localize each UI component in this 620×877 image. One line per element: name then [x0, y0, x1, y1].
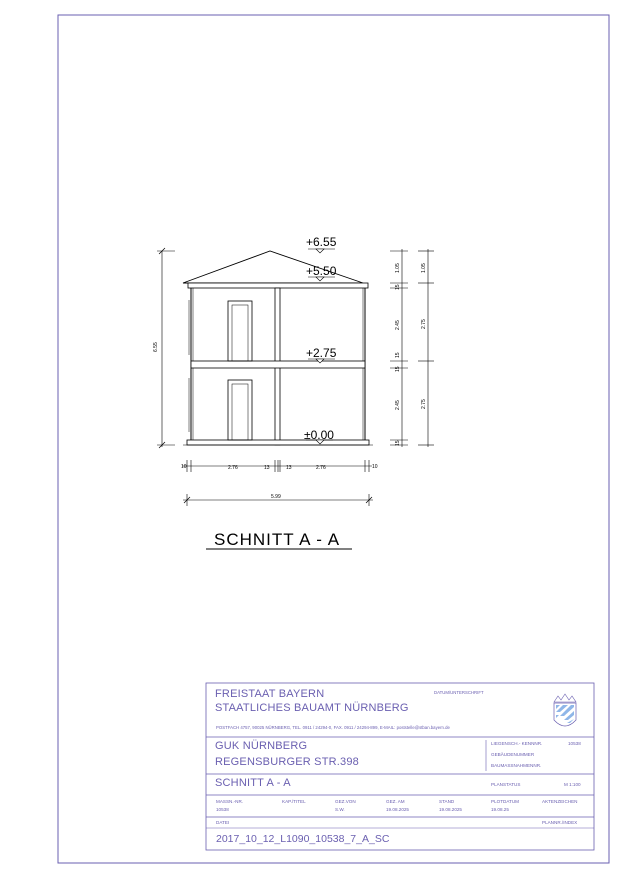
- authority-name-line2: STAATLICHES BAUAMT NÜRNBERG: [215, 702, 409, 714]
- dim-right-inner: 15: [395, 366, 401, 372]
- level-ground-floor: ±0.00: [304, 428, 334, 442]
- dim-bottom: 2.76: [316, 465, 326, 471]
- dim-right-inner: 2.45: [395, 400, 401, 410]
- bavaria-crest-icon: [554, 694, 576, 726]
- dim-right-outer: 2.75: [421, 319, 427, 329]
- file-name: 2017_10_12_L1090_10538_7_A_SC: [216, 833, 390, 845]
- dim-bottom: 13: [264, 465, 270, 471]
- dim-bottom: 13: [286, 465, 292, 471]
- property-value: 10538: [568, 741, 581, 746]
- dim-bottom-total: 5.99: [271, 494, 281, 500]
- dim-bottom: 10: [372, 464, 378, 470]
- level-first-floor: +2.75: [306, 346, 337, 360]
- section-drawing: [157, 248, 434, 549]
- col-value: 19.08.25: [491, 807, 509, 812]
- col-value: 10538: [216, 807, 229, 812]
- project-address: REGENSBURGER STR.398: [215, 756, 359, 768]
- dim-left-total: 6.55: [153, 342, 159, 352]
- col-label: KAP./TITEL: [282, 799, 306, 804]
- middle-slab: [191, 361, 365, 368]
- level-top-slab: +5.50: [306, 264, 337, 278]
- signature-label: DATUM/UNTERSCHRIFT: [434, 690, 484, 695]
- scale-value: M 1:100: [564, 782, 581, 787]
- project-name: GUK NÜRNBERG: [215, 740, 308, 752]
- dim-right-outer: 1.05: [421, 263, 427, 273]
- plan-index-label: PLANNR./INDEX: [542, 820, 578, 825]
- building-number-label: GEBÄUDENUMMER: [491, 752, 535, 757]
- col-label: GEZ.VON: [335, 799, 356, 804]
- dim-right-inner: 15: [395, 440, 401, 446]
- door-upper: [228, 301, 252, 361]
- plan-title: SCHNITT A - A: [215, 777, 291, 789]
- dim-right-inner: 15: [395, 284, 401, 290]
- dim-right-inner: 15: [395, 352, 401, 358]
- col-label: GEZ. AM: [386, 799, 405, 804]
- dim-bottom: 10: [181, 464, 187, 470]
- top-slab: [188, 283, 368, 288]
- authority-name-line1: FREISTAAT BAYERN: [215, 688, 325, 700]
- col-label: MASSN.-NR.: [216, 799, 244, 804]
- dim-right-inner: 1.05: [395, 263, 401, 273]
- col-value: 19.08.2025: [439, 807, 462, 812]
- col-value: 19.08.2025: [386, 807, 409, 812]
- dim-right-outer: 2.75: [421, 399, 427, 409]
- dim-right-inner: 2.45: [395, 320, 401, 330]
- door-lower: [228, 380, 252, 440]
- ground-slab: [187, 440, 369, 445]
- planstatus-label: PLANSTATUS: [491, 782, 521, 787]
- dim-bottom: 2.76: [228, 465, 238, 471]
- col-value: S.W.: [335, 807, 345, 812]
- col-label: PLOTDATUM: [491, 799, 519, 804]
- measure-number-label: BAUMASSNAHMENNR.: [491, 763, 542, 768]
- section-title: SCHNITT A - A: [214, 530, 341, 549]
- property-label: LIEGENSCH.- KENNNR.: [491, 741, 543, 746]
- col-label: STAND: [439, 799, 455, 804]
- authority-address: POSTFACH 4757, 90025 NÜRNBERG, TEL. 0911 / 24294-0, FAX. 0911 / 24294-899, E-MAIL: poststelle@stban.bayern.de: [216, 725, 450, 730]
- file-label: DATEI: [216, 820, 230, 825]
- col-label: AKTENZEICHEN: [542, 799, 578, 804]
- level-roof-ridge: +6.55: [306, 235, 337, 249]
